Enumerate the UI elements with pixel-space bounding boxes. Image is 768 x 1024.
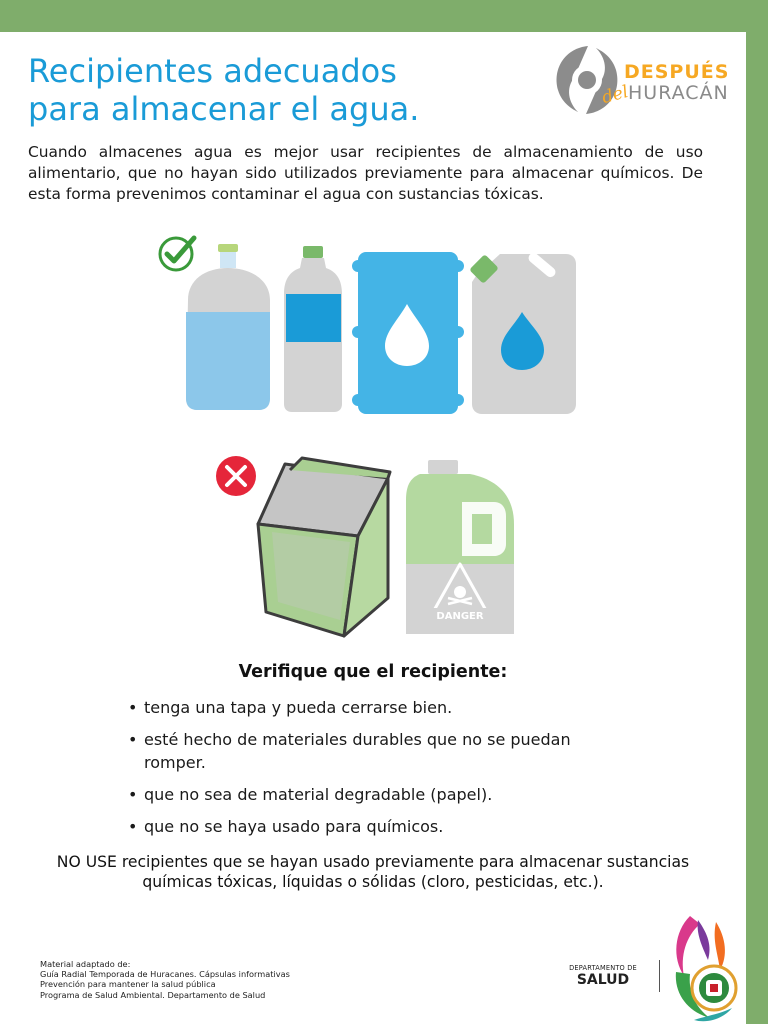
departamento-salud-logo <box>560 964 646 988</box>
warning-paragraph: NO USE recipientes que se hayan usado previamente para almacenar sustancias químicas tóxicas, líquidas o sólidas (cloro, pesticidas, etc.). <box>56 853 690 891</box>
danger-label: DANGER <box>436 611 484 622</box>
list-item: • tenga una tapa y pueda cerrarse bien. <box>126 696 626 719</box>
logo-huracan-text: HURACÁN <box>628 82 729 104</box>
check-icon <box>160 238 194 270</box>
chemical-bottle-icon <box>406 460 514 634</box>
credit-line: Guía Radial Temporada de Huracanes. Cápsulas informativas <box>40 969 290 980</box>
logo-despues-text: DESPUÉS <box>624 61 730 83</box>
containers-illustration <box>0 32 746 652</box>
water-barrel-icon <box>352 252 464 414</box>
checklist <box>126 696 626 847</box>
cross-icon <box>216 456 256 496</box>
document-page <box>0 32 746 1024</box>
credit-line: Prevención para mantener la salud pública <box>40 979 216 990</box>
list-item: • que no se haya usado para químicos. <box>126 815 626 838</box>
credit-line: Programa de Salud Ambiental. Departamento de Salud <box>40 989 266 1000</box>
list-item: • esté hecho de materiales durables que no se puedan romper. <box>126 728 626 774</box>
verify-heading: Verifique que el recipiente: <box>238 662 508 682</box>
list-item: • que no sea de material degradable (papel). <box>126 783 626 806</box>
title-line-2: para almacenar el agua. <box>28 90 420 128</box>
logo-del-text: del <box>599 81 631 109</box>
footer-divider <box>659 960 660 992</box>
water-bottle-icon <box>284 246 342 412</box>
salud-name-text: SALUD <box>576 972 630 988</box>
water-jerrycan-icon <box>469 251 576 414</box>
intro-paragraph: Cuando almacenes agua es mejor usar recipientes de almacenamiento de uso alimentario, que no hayan sido utilizados previamente para almacenar químicos. De esta forma prevenimos contaminar el agua con sustancias tóxicas. <box>28 143 703 203</box>
government-emblem-icon <box>668 912 744 1024</box>
credit-line: Material adaptado de: <box>40 959 131 969</box>
title-line-1: Recipientes adecuados <box>28 52 397 90</box>
salud-department-text: DEPARTAMENTO DE <box>569 964 637 972</box>
milk-carton-icon <box>258 458 390 636</box>
credits <box>40 959 290 1000</box>
water-jug-icon <box>186 244 270 410</box>
